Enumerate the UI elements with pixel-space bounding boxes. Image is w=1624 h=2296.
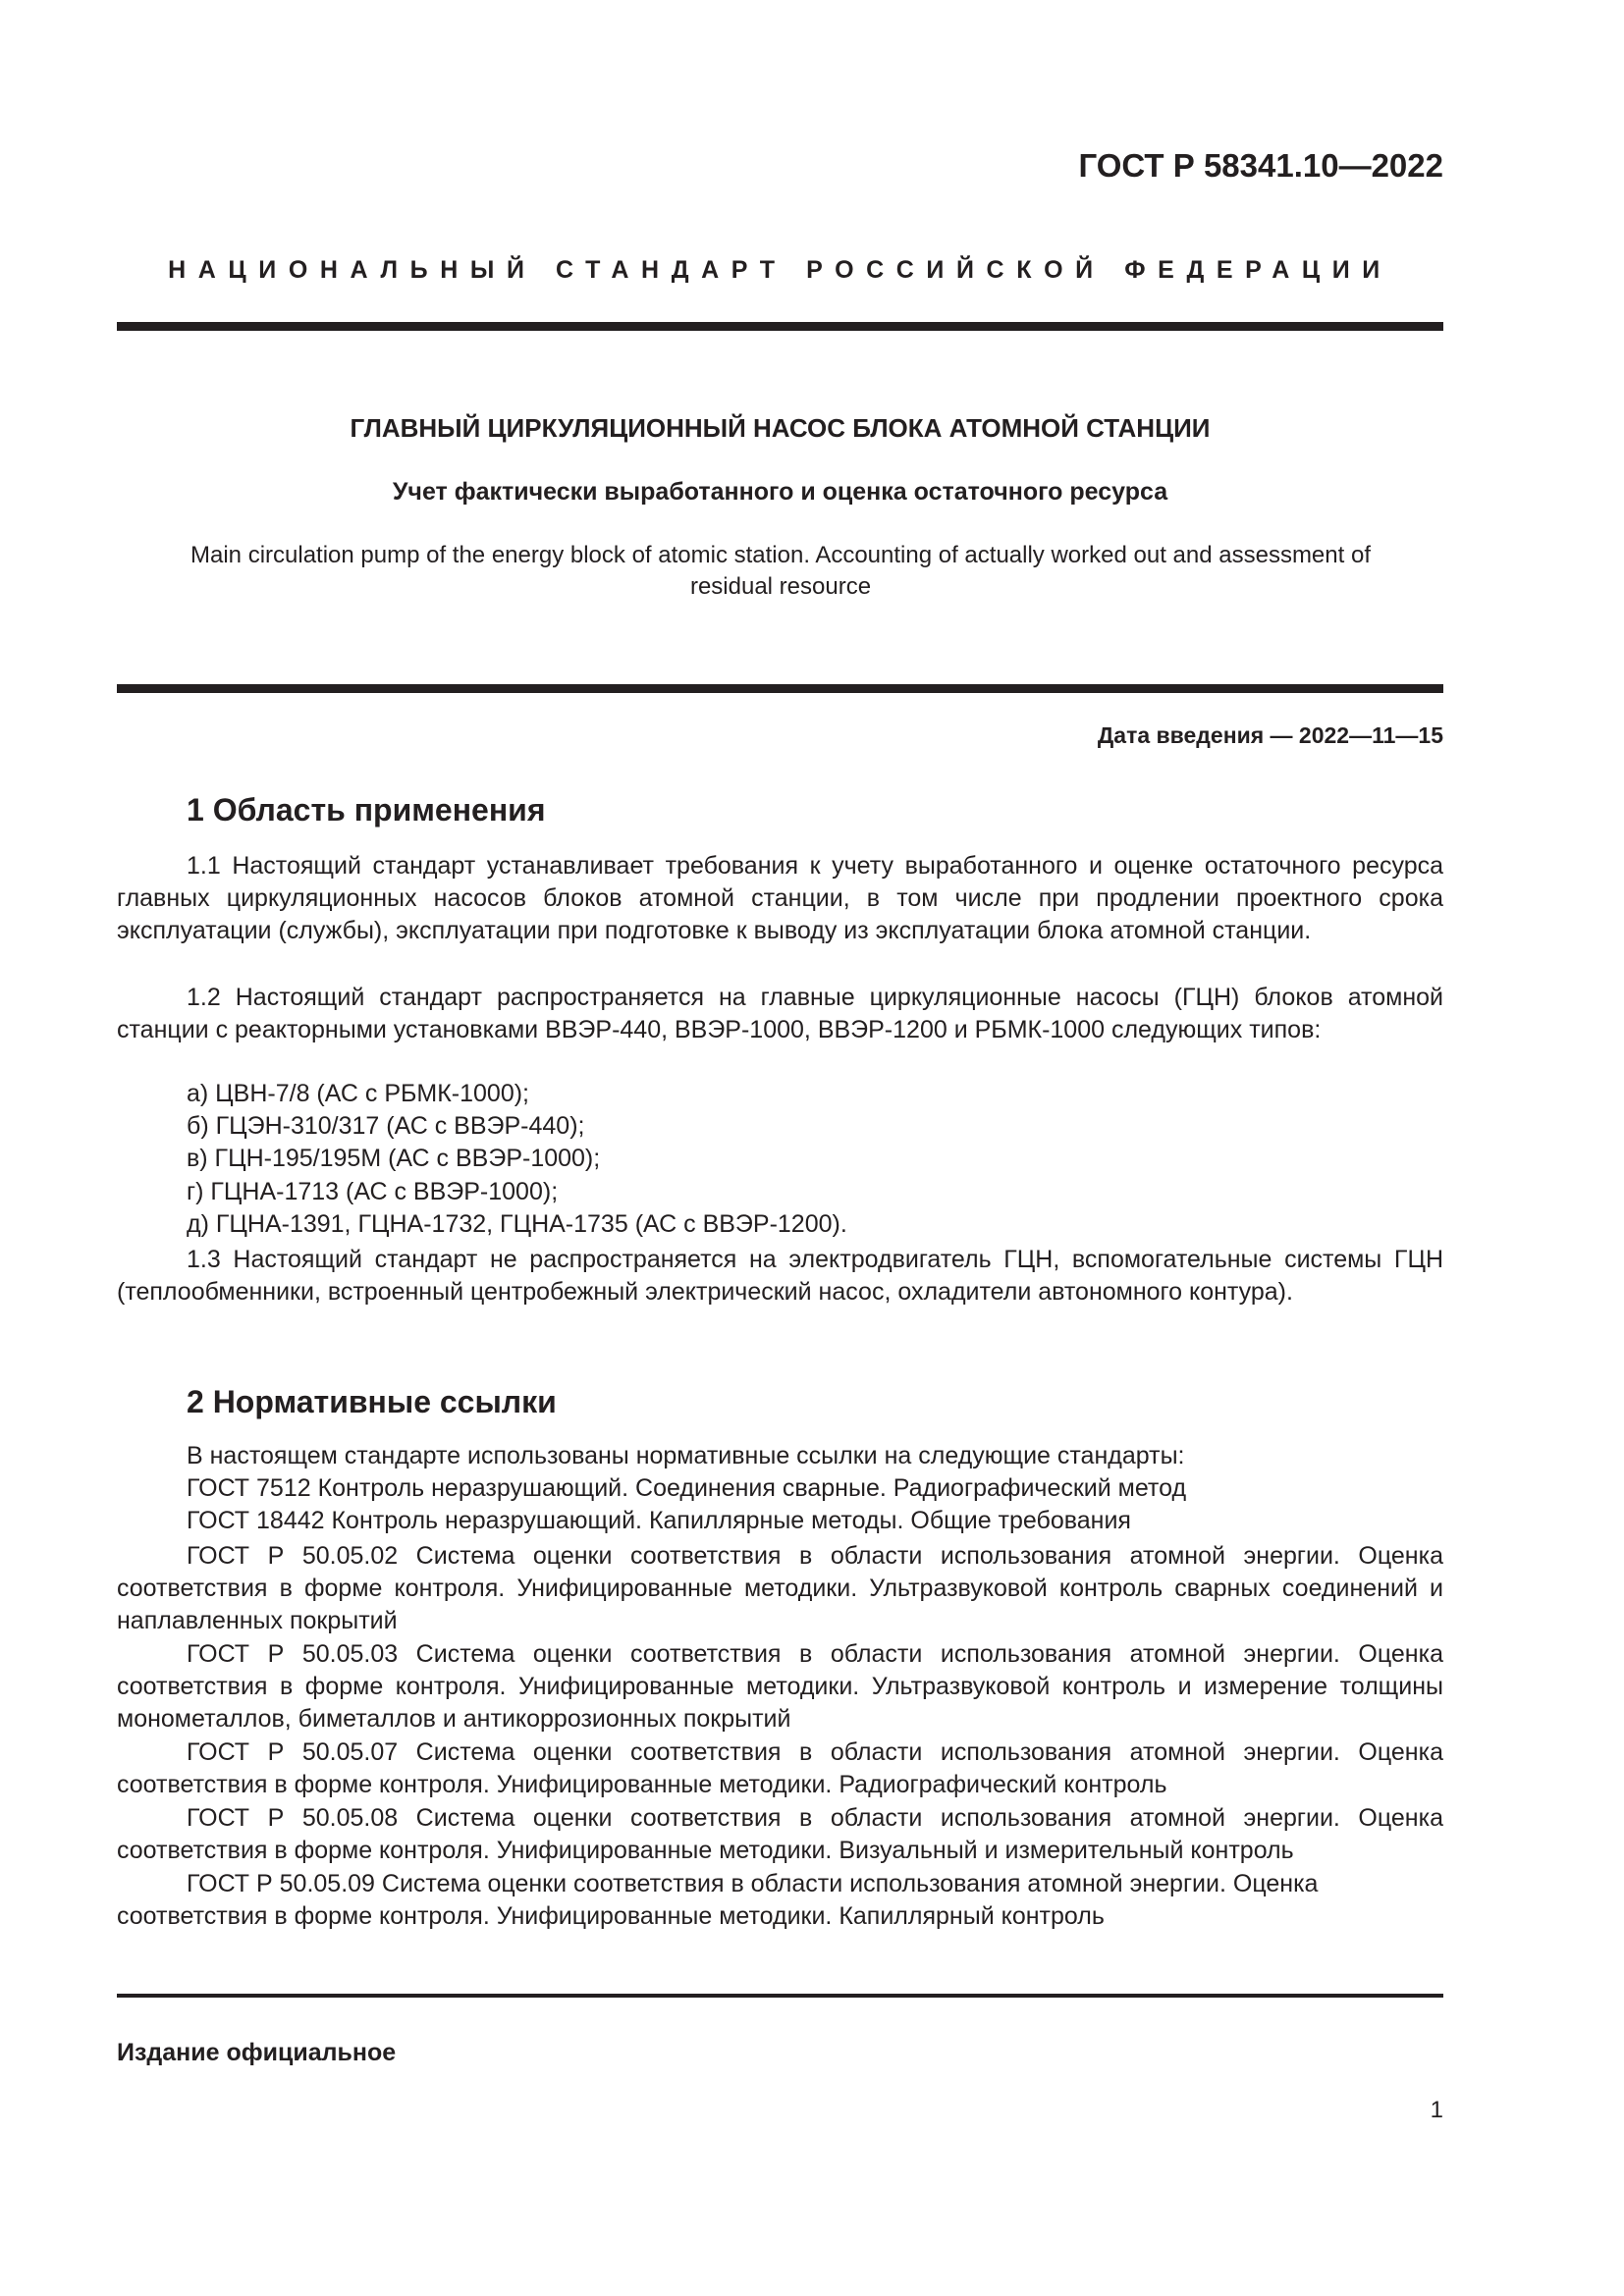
introduction-date: Дата введения — 2022—11—15: [1097, 722, 1443, 748]
paragraph-1-3: 1.3 Настоящий стандарт не распространяется на электродвигатель ГЦН, вспомогательные системы ГЦН (теплообменники, встроенный центробежный электрический насос, охладители автономного контура).: [117, 1246, 1443, 1306]
reference-item: ГОСТ Р 50.05.07 Система оценки соответствия в области использования атомной энергии. Оценка соответствия в форме контроля. Унифицированные методики. Радиографический контроль: [117, 1738, 1443, 1798]
title-divider: [117, 684, 1443, 693]
page-number: 1: [1430, 2097, 1443, 2123]
reference-item: ГОСТ Р 50.05.03 Система оценки соответствия в области использования атомной энергии. Оценка соответствия в форме контроля. Унифицированные методики. Ультразвуковой контроль и измерение толщины монометаллов, биметаллов и антикоррозионных покрытий: [117, 1640, 1443, 1733]
list-item: б) ГЦЭН-310/317 (АС с ВВЭР-440);: [187, 1112, 585, 1140]
list-item: а) ЦВН-7/8 (АС с РБМК-1000);: [187, 1080, 529, 1107]
list-item: г) ГЦНА-1713 (АС с ВВЭР-1000);: [187, 1178, 559, 1205]
reference-item: ГОСТ 18442 Контроль неразрушающий. Капиллярные методы. Общие требования: [187, 1507, 1131, 1534]
footer-divider: [117, 1994, 1443, 1998]
references-intro: В настоящем стандарте использованы нормативные ссылки на следующие стандарты:: [187, 1442, 1185, 1469]
national-standard-label: НАЦИОНАЛЬНЫЙ СТАНДАРТ РОССИЙСКОЙ ФЕДЕРАЦИИ: [168, 256, 1392, 284]
document-title: ГЛАВНЫЙ ЦИРКУЛЯЦИОННЫЙ НАСОС БЛОКА АТОМНОЙ СТАНЦИИ: [350, 413, 1211, 443]
document-code: ГОСТ Р 58341.10—2022: [1078, 147, 1443, 184]
top-divider: [117, 322, 1443, 331]
section-2-heading: 2 Нормативные ссылки: [187, 1384, 557, 1419]
edition-label: Издание официальное: [117, 2039, 397, 2066]
list-item: д) ГЦНА-1391, ГЦНА-1732, ГЦНА-1735 (АС с ВВЭР-1200).: [187, 1210, 847, 1238]
reference-item: ГОСТ Р 50.05.02 Система оценки соответствия в области использования атомной энергии. Оценка соответствия в форме контроля. Унифицированные методики. Ультразвуковой контроль сварных соединений и наплавленных покрытий: [117, 1542, 1443, 1634]
section-1-heading: 1 Область применения: [187, 792, 546, 828]
document-subtitle: Учет фактически выработанного и оценка остаточного ресурса: [392, 478, 1168, 506]
reference-item: ГОСТ Р 50.05.08 Система оценки соответствия в области использования атомной энергии. Оценка соответствия в форме контроля. Унифицированные методики. Визуальный и измерительный контроль: [117, 1804, 1443, 1864]
english-title: Main circulation pump of the energy block of atomic station. Accounting of actually worked out and assessment of residual resource: [190, 542, 1371, 600]
reference-item: ГОСТ 7512 Контроль неразрушающий. Соединения сварные. Радиографический метод: [187, 1474, 1187, 1502]
reference-item: ГОСТ Р 50.05.09 Система оценки соответствия в области использования атомной энергии. Оценка соответствия в форме контроля. Унифицированные методики. Капиллярный контроль: [117, 1870, 1319, 1930]
list-item: в) ГЦН-195/195М (АС с ВВЭР-1000);: [187, 1145, 601, 1172]
paragraph-1-1: 1.1 Настоящий стандарт устанавливает требования к учету выработанного и оценке остаточного ресурса главных циркуляционных насосов блоков атомной станции, в том числе при продлении проектного срока эксплуатации (службы), эксплуатации при подготовке к выводу из эксплуатации блока атомной станции.: [117, 852, 1443, 944]
paragraph-1-2: 1.2 Настоящий стандарт распространяется на главные циркуляционные насосы (ГЦН) блоков атомной станции с реакторными установками ВВЭР-440, ВВЭР-1000, ВВЭР-1200 и РБМК-1000 следующих типов:: [117, 984, 1443, 1043]
